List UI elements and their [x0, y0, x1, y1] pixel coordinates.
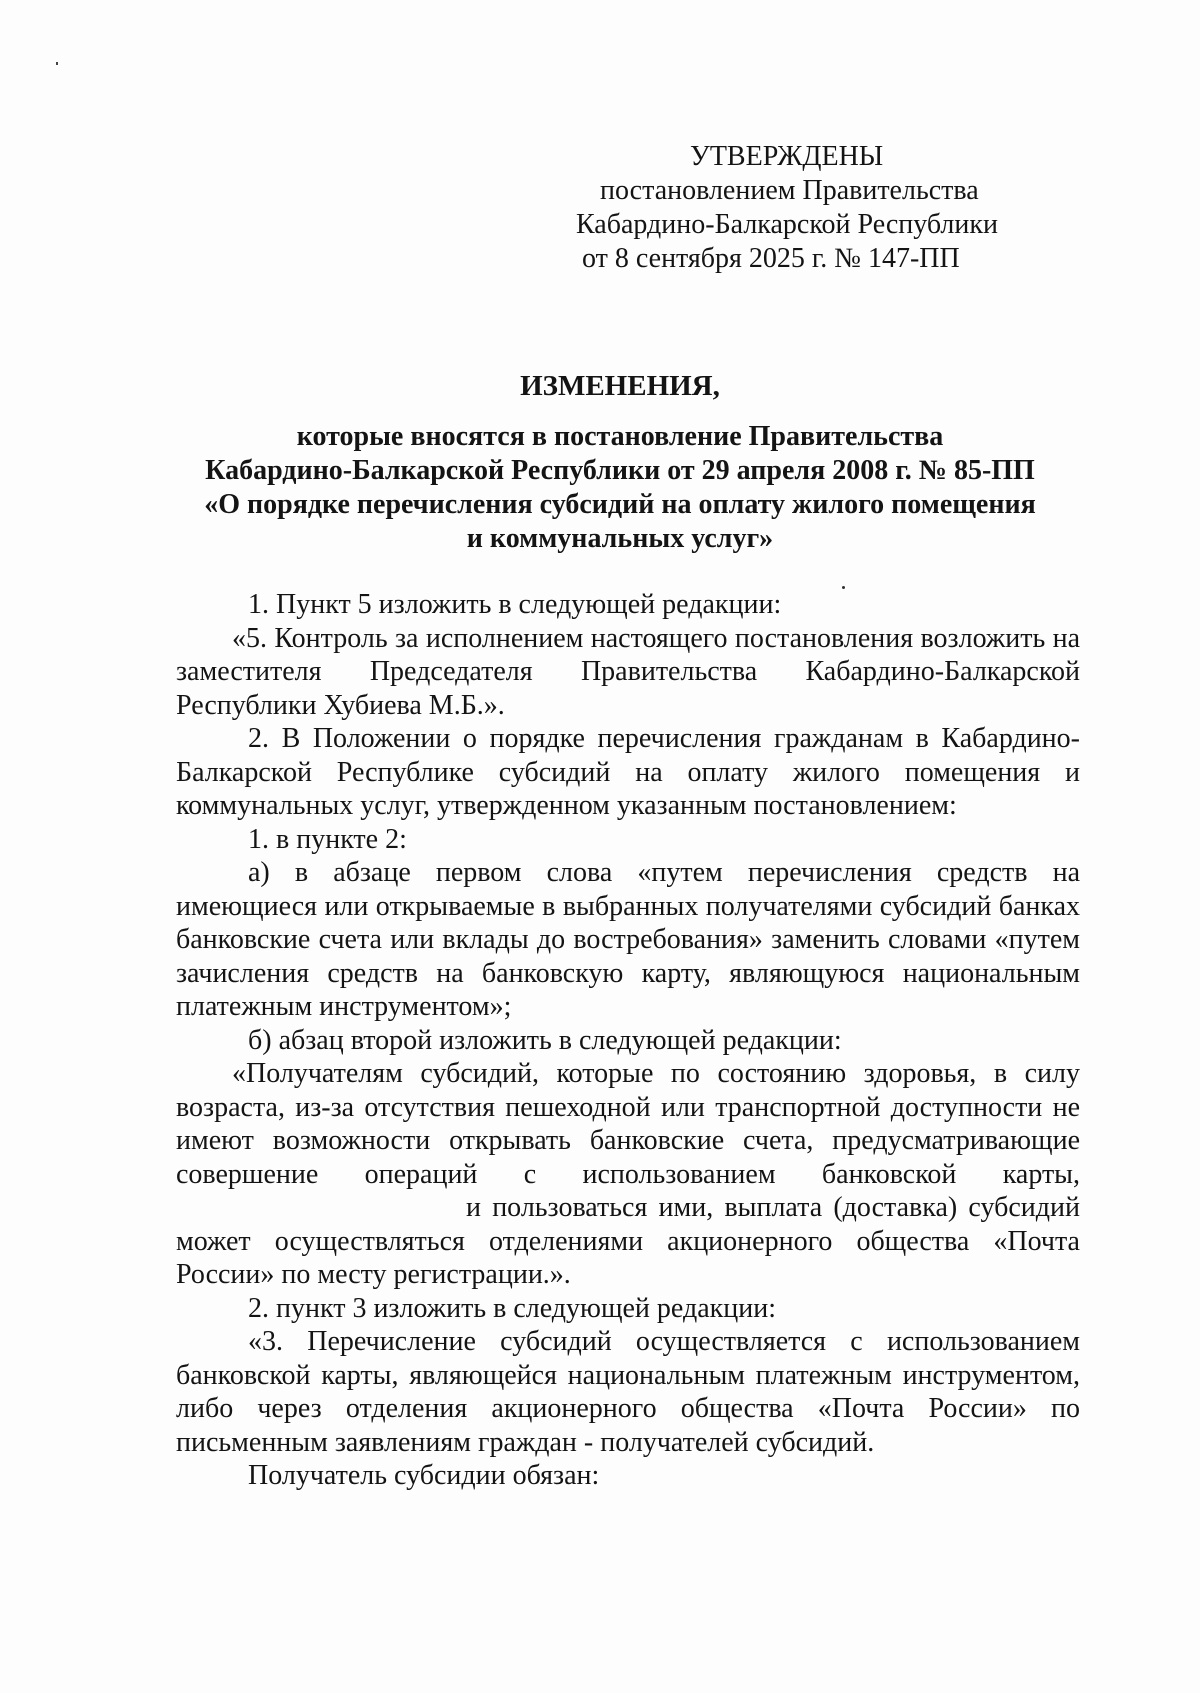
subheading-line-4: и коммунальных услуг» [466, 523, 774, 554]
paragraph-8: 2. пункт 3 изложить в следующей редакции: [248, 1292, 776, 1324]
document-body [176, 588, 1080, 1493]
paragraph-4: 1. в пункте 2: [248, 823, 407, 855]
scan-speck [56, 62, 58, 65]
approval-line-3: Кабардино-Балкарской Республики [576, 209, 998, 240]
paragraph-1: 1. Пункт 5 изложить в следующей редакции: [248, 589, 782, 620]
paragraph-3: 2. В Положении о порядке перечисления гражданам в Кабардино-Балкарской Республике субсидий на оплату жилого помещения и коммунальных услуг, утвержденном указанным постановлением: [176, 723, 1080, 821]
approval-line-2: постановлением Правительства [600, 175, 979, 206]
paragraph-7-part-b: и пользоваться ими, выплата (доставка) субсидий может осуществляться отделениями акционерного общества «Почта России» по месту регистрации.». [176, 1192, 1080, 1290]
approval-line-4: от 8 сентября 2025 г. № 147-ПП [582, 243, 960, 274]
paragraph-10: Получатель субсидии обязан: [248, 1460, 600, 1491]
paragraph-7 [176, 1057, 1080, 1292]
subheading-line-3: «О порядке перечисления субсидий на оплату жилого помещения [204, 489, 1036, 520]
paragraph-7-part-a: «Получателям субсидий, которые по состоянию здоровья, в силу возраста, из-за отсутствия пешеходной или транспортной доступности не имеют возможности открывать банковские счета, предусматривающие совершение операций с использованием банковской карты, [176, 1058, 1080, 1190]
approval-stamp [560, 140, 1080, 276]
approval-title: УТВЕРЖДЕНЫ [690, 141, 884, 172]
paragraph-5: а) в абзаце первом слова «путем перечисления средств на имеющиеся или открываемые в выбранных получателями субсидий банках банковские счета или вклады до востребования» заменить словами «путем зачисления средств на банковскую карту, являющуюся национальным платежным инструментом»; [176, 857, 1080, 1022]
paragraph-2: «5. Контроль за исполнением настоящего постановления возложить на заместителя Председателя Правительства Кабардино-Балкарской Республики Хубиева М.Б.». [176, 622, 1080, 721]
document-subheading [140, 420, 1100, 556]
paragraph-9: «3. Перечисление субсидий осуществляется с использованием банковской карты, являющейся национальным платежным инструментом, либо через отделения акционерного общества «Почта России» по письменным заявлениям граждан - получателей субсидий. [176, 1326, 1080, 1458]
subheading-line-1: которые вносятся в постановление Правительства [296, 421, 944, 452]
subheading-line-2: Кабардино-Балкарской Республики от 29 апреля 2008 г. № 85-ПП [205, 455, 1035, 486]
document-heading: ИЗМЕНЕНИЯ, [520, 370, 720, 402]
paragraph-6: б) абзац второй изложить в следующей редакции: [248, 1024, 842, 1056]
